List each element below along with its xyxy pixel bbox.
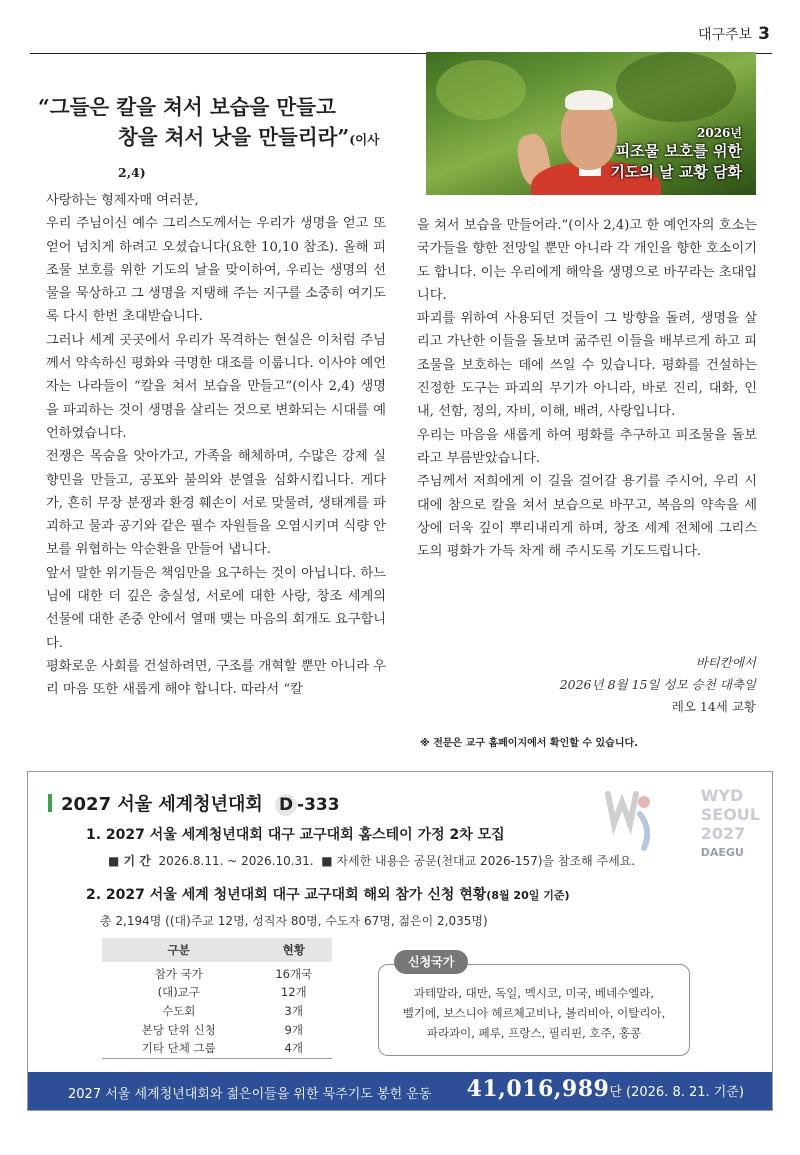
period-value: 2026.8.11. ~ 2026.10.31. (158, 854, 314, 868)
publication-name: 대구주보 (698, 27, 753, 43)
signoff-date: 2026년 8월 15일 성모 승천 대축일 (559, 677, 756, 692)
wyd-title (48, 790, 340, 816)
homestay-details (108, 852, 635, 869)
paragraph: 앞서 말한 위기들은 책임만을 요구하는 것이 아닙니다. 하느님에 대한 더 깊은 충실성, 서로에 대한 사랑, 창조 세계의 선물에 대한 존중 안에서 열매 맺는 마음의 회개도 요구합니다. (46, 565, 386, 651)
message-column-right (417, 214, 757, 563)
overseas-total: 총 2,194명 ((대)주교 12명, 성직자 80명, 수도자 67명, 젊은이 2,035명) (100, 914, 488, 928)
homestay-item: 1. 2027 서울 세계청년대회 대구 교구대회 홈스테이 가정 2차 모집 (86, 827, 505, 843)
wyd-logo-text: WYD SEOUL 2027 DAEGU (700, 786, 760, 859)
rosary-number: 41,016,989 (466, 1076, 610, 1102)
paragraph: 주님께서 저희에게 이 길을 걸어갈 용기를 주시어, 우리 시대에 참으로 칼을 쳐서 보습으로 바꾸고, 복음의 약속을 세상에 더욱 깊이 뿌리내리게 하며, 창조 세계 전체에 그리스도의 평화가 가득 차게 해 주시도록 기도드립니다. (417, 474, 757, 560)
signoff-signature: 레오 14세 교황 (671, 699, 756, 714)
countries-box (378, 964, 690, 1056)
paragraph: 전쟁은 목숨을 앗아가고, 가족을 해체하며, 수많은 강제 실향민을 만들고, 공포와 불의와 분열을 심화시킵니다. 게다가, 흔히 무장 분쟁과 환경 훼손이 서로 맞물려, 생태계를 파괴하고 물과 공기와 같은 필수 자원들을 오염시키며 식량 안보를 위협하는 악순환을 만들어 냅니다. (46, 449, 386, 558)
wyd-title-text: 2027 서울 세계청년대회 (61, 794, 263, 815)
table-header: 현황 (256, 938, 333, 962)
dday-counter (275, 794, 340, 816)
overseas-item: 2. 2027 서울 세계 청년대회 대구 교구대회 해외 참가 신청 현황(8월 20일 기준) (86, 887, 570, 903)
rosary-banner-text: 2027 서울 세계청년대회와 젊은이들을 위한 묵주기도 봉헌 운동 (68, 1087, 432, 1102)
page-number: 3 (758, 24, 770, 44)
headline-line2-text: 창을 쳐서 낫을 만들리라” (118, 125, 350, 149)
table-row: 수도회 3개 (162, 1003, 303, 1018)
wyd-logo-mark-icon (600, 784, 660, 854)
rosary-banner (28, 1072, 772, 1110)
paragraph: 우리는 마음을 새롭게 하여 평화를 추구하고 피조물을 돌보라고 부름받았습니다. (417, 427, 757, 466)
details-note: ■ 자세한 내용은 공문(천대교 2026-157)을 참조해 주세요. (321, 854, 636, 868)
table-row: (대)교구 12개 (157, 984, 307, 999)
period-label: ■ 기 간 (108, 854, 151, 868)
paragraph: 사랑하는 형제자매 여러분, (46, 193, 199, 208)
paragraph: 을 쳐서 보습을 만들어라.”(이사 2,4)고 한 예언자의 호소는 국가들을 향한 전망일 뿐만 아니라 각 개인을 향한 호소이기도 합니다. 이는 우리에게 해악을 생명으로 바꾸라는 초대입니다. (417, 218, 757, 303)
photo-caption-year: 2026년 (697, 126, 742, 140)
paragraph: 평화로운 사회를 건설하려면, 구조를 개혁할 뿐만 아니라 우리 마음 또한 새롭게 해야 합니다. 따라서 “칼 (46, 658, 386, 698)
table-header-row (102, 938, 332, 962)
photo-caption-line1: 피조물 보호를 위한 (615, 142, 742, 160)
headline-line1: “그들은 칼을 쳐서 보습을 만들고 (38, 95, 336, 119)
paragraph: 파괴를 위하여 사용되던 것들이 그 방향을 돌려, 생명을 살리고 가난한 이들을 돌보며 굶주린 이들을 배부르게 하고 피조물을 보호하는 데에 쓰일 수 있습니다. 평화를 건설하는 진정한 도구는 파괴의 무기가 아니라, 바로 진리, 대화, 인내, 선함, 정의, 자비, 이해, 배려, 사랑입니다. (417, 311, 757, 420)
message-column-left (46, 189, 386, 702)
title-bar (48, 794, 52, 812)
dday-d: D (275, 794, 297, 816)
rosary-unit: 단 (609, 1085, 622, 1100)
page-header (30, 18, 772, 54)
rosary-date: (2026. 8. 21. 기준) (626, 1085, 744, 1100)
participation-table (102, 938, 332, 1059)
headline-reference: (이사 2,4) (118, 132, 380, 180)
headline (38, 92, 408, 188)
table-row: 기타 단체 그룹 4개 (102, 1039, 332, 1058)
dday-number: -333 (297, 795, 340, 815)
countries-line: 벨기에, 보스니아 헤르체고비나, 볼리비아, 이탈리아, (402, 1006, 666, 1020)
headline-line2 (38, 122, 408, 188)
table-row: 본당 단위 신청 9개 (141, 1022, 303, 1037)
pope-photo (426, 52, 756, 195)
paragraph: 그러나 세계 곳곳에서 우리가 목격하는 현실은 이처럼 주님께서 약속하신 평화와 극명한 대조를 이룹니다. 이사야 예언자는 나라들이 “칼을 쳐서 보습을 만들고”(이사 2,4) 생명을 파괴하는 것이 생명을 살리는 것으로 변화되는 시대를 예언하였습니다. (46, 332, 386, 441)
photo-caption-line2: 기도의 날 교황 담화 (610, 163, 742, 181)
table-header: 구분 (102, 938, 256, 962)
header-text (698, 24, 770, 44)
wyd-logo (600, 780, 760, 860)
table-row: 참가 국가 16개국 (154, 967, 313, 981)
countries-line: 과테말라, 대만, 독일, 멕시코, 미국, 베네수엘라, (413, 986, 655, 1000)
rosary-count (467, 1076, 744, 1102)
signoff-place: 바티칸에서 (695, 655, 756, 670)
wyd-section (27, 771, 773, 1111)
paragraph: 우리 주님이신 예수 그리스도께서는 우리가 생명을 얻고 또 얻어 넘치게 하려고 오셨습니다(요한 10,10 참조). 올해 피조물 보호를 위한 기도의 날을 맞이하여, 우리는 생명의 선물을 묵상하고 그 생명을 지탱해 주는 지구를 소중히 여기도록 다시 한번 초대받습니다. (46, 216, 386, 325)
overseas-basis: (8월 20일 기준) (486, 889, 570, 902)
countries-label: 신청국가 (394, 950, 468, 974)
photo-caption (610, 125, 742, 183)
homepage-note: ※ 전문은 교구 홈페이지에서 확인할 수 있습니다. (420, 738, 638, 749)
countries-line: 파라과이, 페루, 프랑스, 필리핀, 호주, 홍콩 (426, 1026, 642, 1040)
signoff (436, 652, 756, 718)
